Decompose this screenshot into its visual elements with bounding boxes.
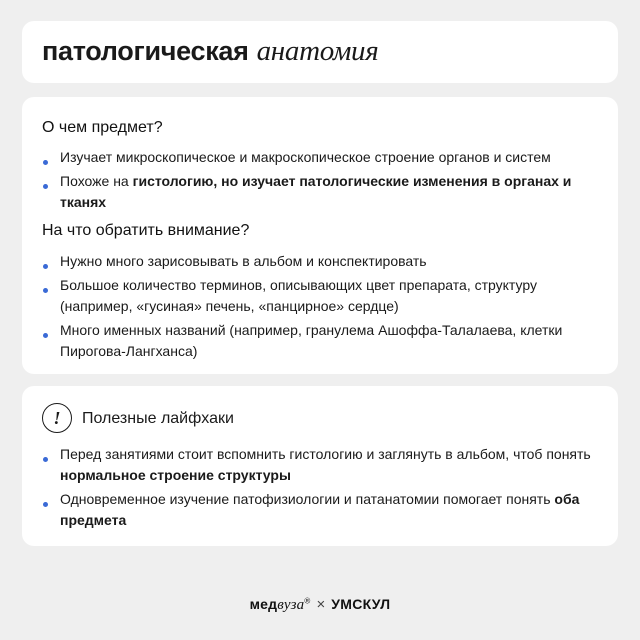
title-accent: анатомия xyxy=(256,35,379,67)
list-item: Изучает микроскопическое и макроскопическое строение органов и систем xyxy=(42,147,600,168)
bullet-dot-icon xyxy=(43,333,48,338)
list-item: Большое количество терминов, описывающих цвет препарата, структуру (например, «гусиная» печень, «панцирное» сердце) xyxy=(42,275,600,317)
footer-logos xyxy=(0,596,640,614)
bullet-dot-icon xyxy=(43,457,48,462)
bullet-dot-icon xyxy=(43,160,48,165)
bullet-dot-icon xyxy=(43,502,48,507)
exclamation-icon: ! xyxy=(42,403,72,433)
list-item: Одновременное изучение патофизиологии и патанатомии помогает понять оба предмета xyxy=(42,489,600,531)
umskul-logo: УМСКУЛ xyxy=(331,596,391,612)
bullet-dot-icon xyxy=(43,288,48,293)
list-item: Нужно много зарисовывать в альбом и конспектировать xyxy=(42,251,600,272)
title-main: патологическая xyxy=(42,36,249,66)
attention-list xyxy=(42,251,600,365)
medvuza-logo: медвуза® xyxy=(249,596,311,613)
attention-heading: На что обратить внимание? xyxy=(42,222,250,239)
subject-info-card xyxy=(22,97,618,374)
list-item: Много именных названий (например, гранулема Ашоффа-Талалаева, клетки Пирогова-Лангханса) xyxy=(42,320,600,362)
page-title xyxy=(42,35,378,68)
bullet-dot-icon xyxy=(43,184,48,189)
cross-icon: × xyxy=(316,596,326,613)
title-card xyxy=(22,21,618,83)
about-heading: О чем предмет? xyxy=(42,119,163,136)
tips-card xyxy=(22,386,618,546)
about-list xyxy=(42,147,600,216)
bullet-dot-icon xyxy=(43,264,48,269)
list-item: Перед занятиями стоит вспомнить гистологию и заглянуть в альбом, чтоб понять нормальное строение структуры xyxy=(42,444,600,486)
list-item: Похоже на гистологию, но изучает патологические изменения в органах и тканях xyxy=(42,171,600,213)
tips-list xyxy=(42,444,600,534)
tips-heading: Полезные лайфхаки xyxy=(82,410,234,427)
